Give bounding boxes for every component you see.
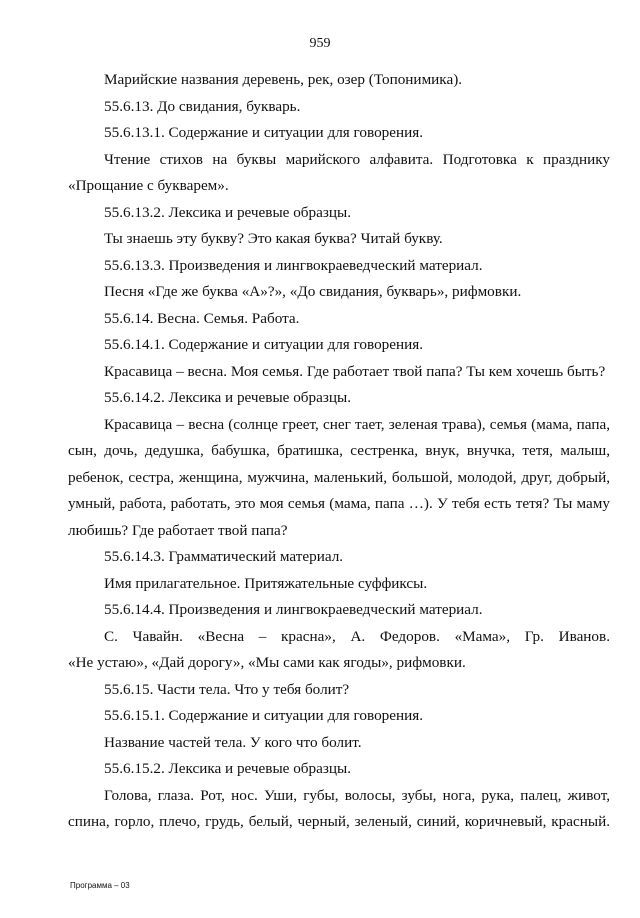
- subsection-heading-55-6-13-1: 55.6.13.1. Содержание и ситуации для говорения.: [104, 124, 424, 141]
- subsection-heading-55-6-14-3: 55.6.14.3. Грамматический материал.: [104, 548, 344, 565]
- subsection-heading-55-6-15-1: 55.6.15.1. Содержание и ситуации для говорения.: [104, 707, 424, 724]
- paragraph-line: Название частей тела. У кого что болит.: [104, 734, 362, 751]
- paragraph-line: «Прощание с букварем».: [68, 177, 229, 194]
- page-number: 959: [309, 36, 331, 51]
- paragraph-line: Голова, глаза. Рот, нос. Уши, губы, волосы, зубы, нога, рука, палец, живот,: [104, 787, 610, 804]
- footer-label: Программа – 03: [70, 881, 130, 890]
- paragraph-line: спина, горло, плечо, грудь, белый, черный, зеленый, синий, коричневый, красный.: [68, 813, 610, 830]
- paragraph-line: любишь? Где работает твой папа?: [68, 522, 288, 539]
- subsection-heading-55-6-15-2: 55.6.15.2. Лексика и речевые образцы.: [104, 760, 351, 777]
- paragraph-line: ребенок, сестра, женщина, мужчина, маленький, большой, молодой, друг, добрый,: [68, 469, 610, 486]
- paragraph-line: Красавица – весна (солнце греет, снег тает, зеленая трава), семья (мама, папа,: [104, 416, 610, 433]
- paragraph-line: сын, дочь, дедушка, бабушка, братишка, сестренка, внук, внучка, тетя, малыш,: [68, 442, 610, 459]
- paragraph-line: «Не устаю», «Дай дорогу», «Мы сами как ягоды», рифмовки.: [68, 654, 466, 671]
- section-heading-55-6-13: 55.6.13. До свидания, букварь.: [104, 98, 301, 115]
- subsection-heading-55-6-14-4: 55.6.14.4. Произведения и лингвокраеведческий материал.: [104, 601, 483, 618]
- text-line-toponymy: Марийские названия деревень, рек, озер (Топонимика).: [104, 71, 463, 88]
- paragraph-line: Песня «Где же буква «А»?», «До свидания, букварь», рифмовки.: [104, 283, 522, 300]
- subsection-heading-55-6-13-2: 55.6.13.2. Лексика и речевые образцы.: [104, 204, 351, 221]
- paragraph-line: Ты знаешь эту букву? Это какая буква? Читай букву.: [104, 230, 443, 247]
- paragraph-line: Красавица – весна. Моя семья. Где работает твой папа? Ты кем хочешь быть?: [104, 363, 606, 380]
- paragraph-line: С. Чавайн. «Весна – красна», А. Федоров. «Мама», Гр. Иванов.: [104, 628, 610, 645]
- subsection-heading-55-6-13-3: 55.6.13.3. Произведения и лингвокраеведческий материал.: [104, 257, 483, 274]
- subsection-heading-55-6-14-2: 55.6.14.2. Лексика и речевые образцы.: [104, 389, 351, 406]
- paragraph-line: Чтение стихов на буквы марийского алфавита. Подготовка к празднику: [104, 151, 610, 168]
- paragraph-line: умный, работа, работать, это моя семья (мама, папа …). У тебя есть тетя? Ты маму: [68, 495, 610, 512]
- section-heading-55-6-14: 55.6.14. Весна. Семья. Работа.: [104, 310, 300, 327]
- subsection-heading-55-6-14-1: 55.6.14.1. Содержание и ситуации для говорения.: [104, 336, 424, 353]
- section-heading-55-6-15: 55.6.15. Части тела. Что у тебя болит?: [104, 681, 350, 698]
- paragraph-line: Имя прилагательное. Притяжательные суффиксы.: [104, 575, 428, 592]
